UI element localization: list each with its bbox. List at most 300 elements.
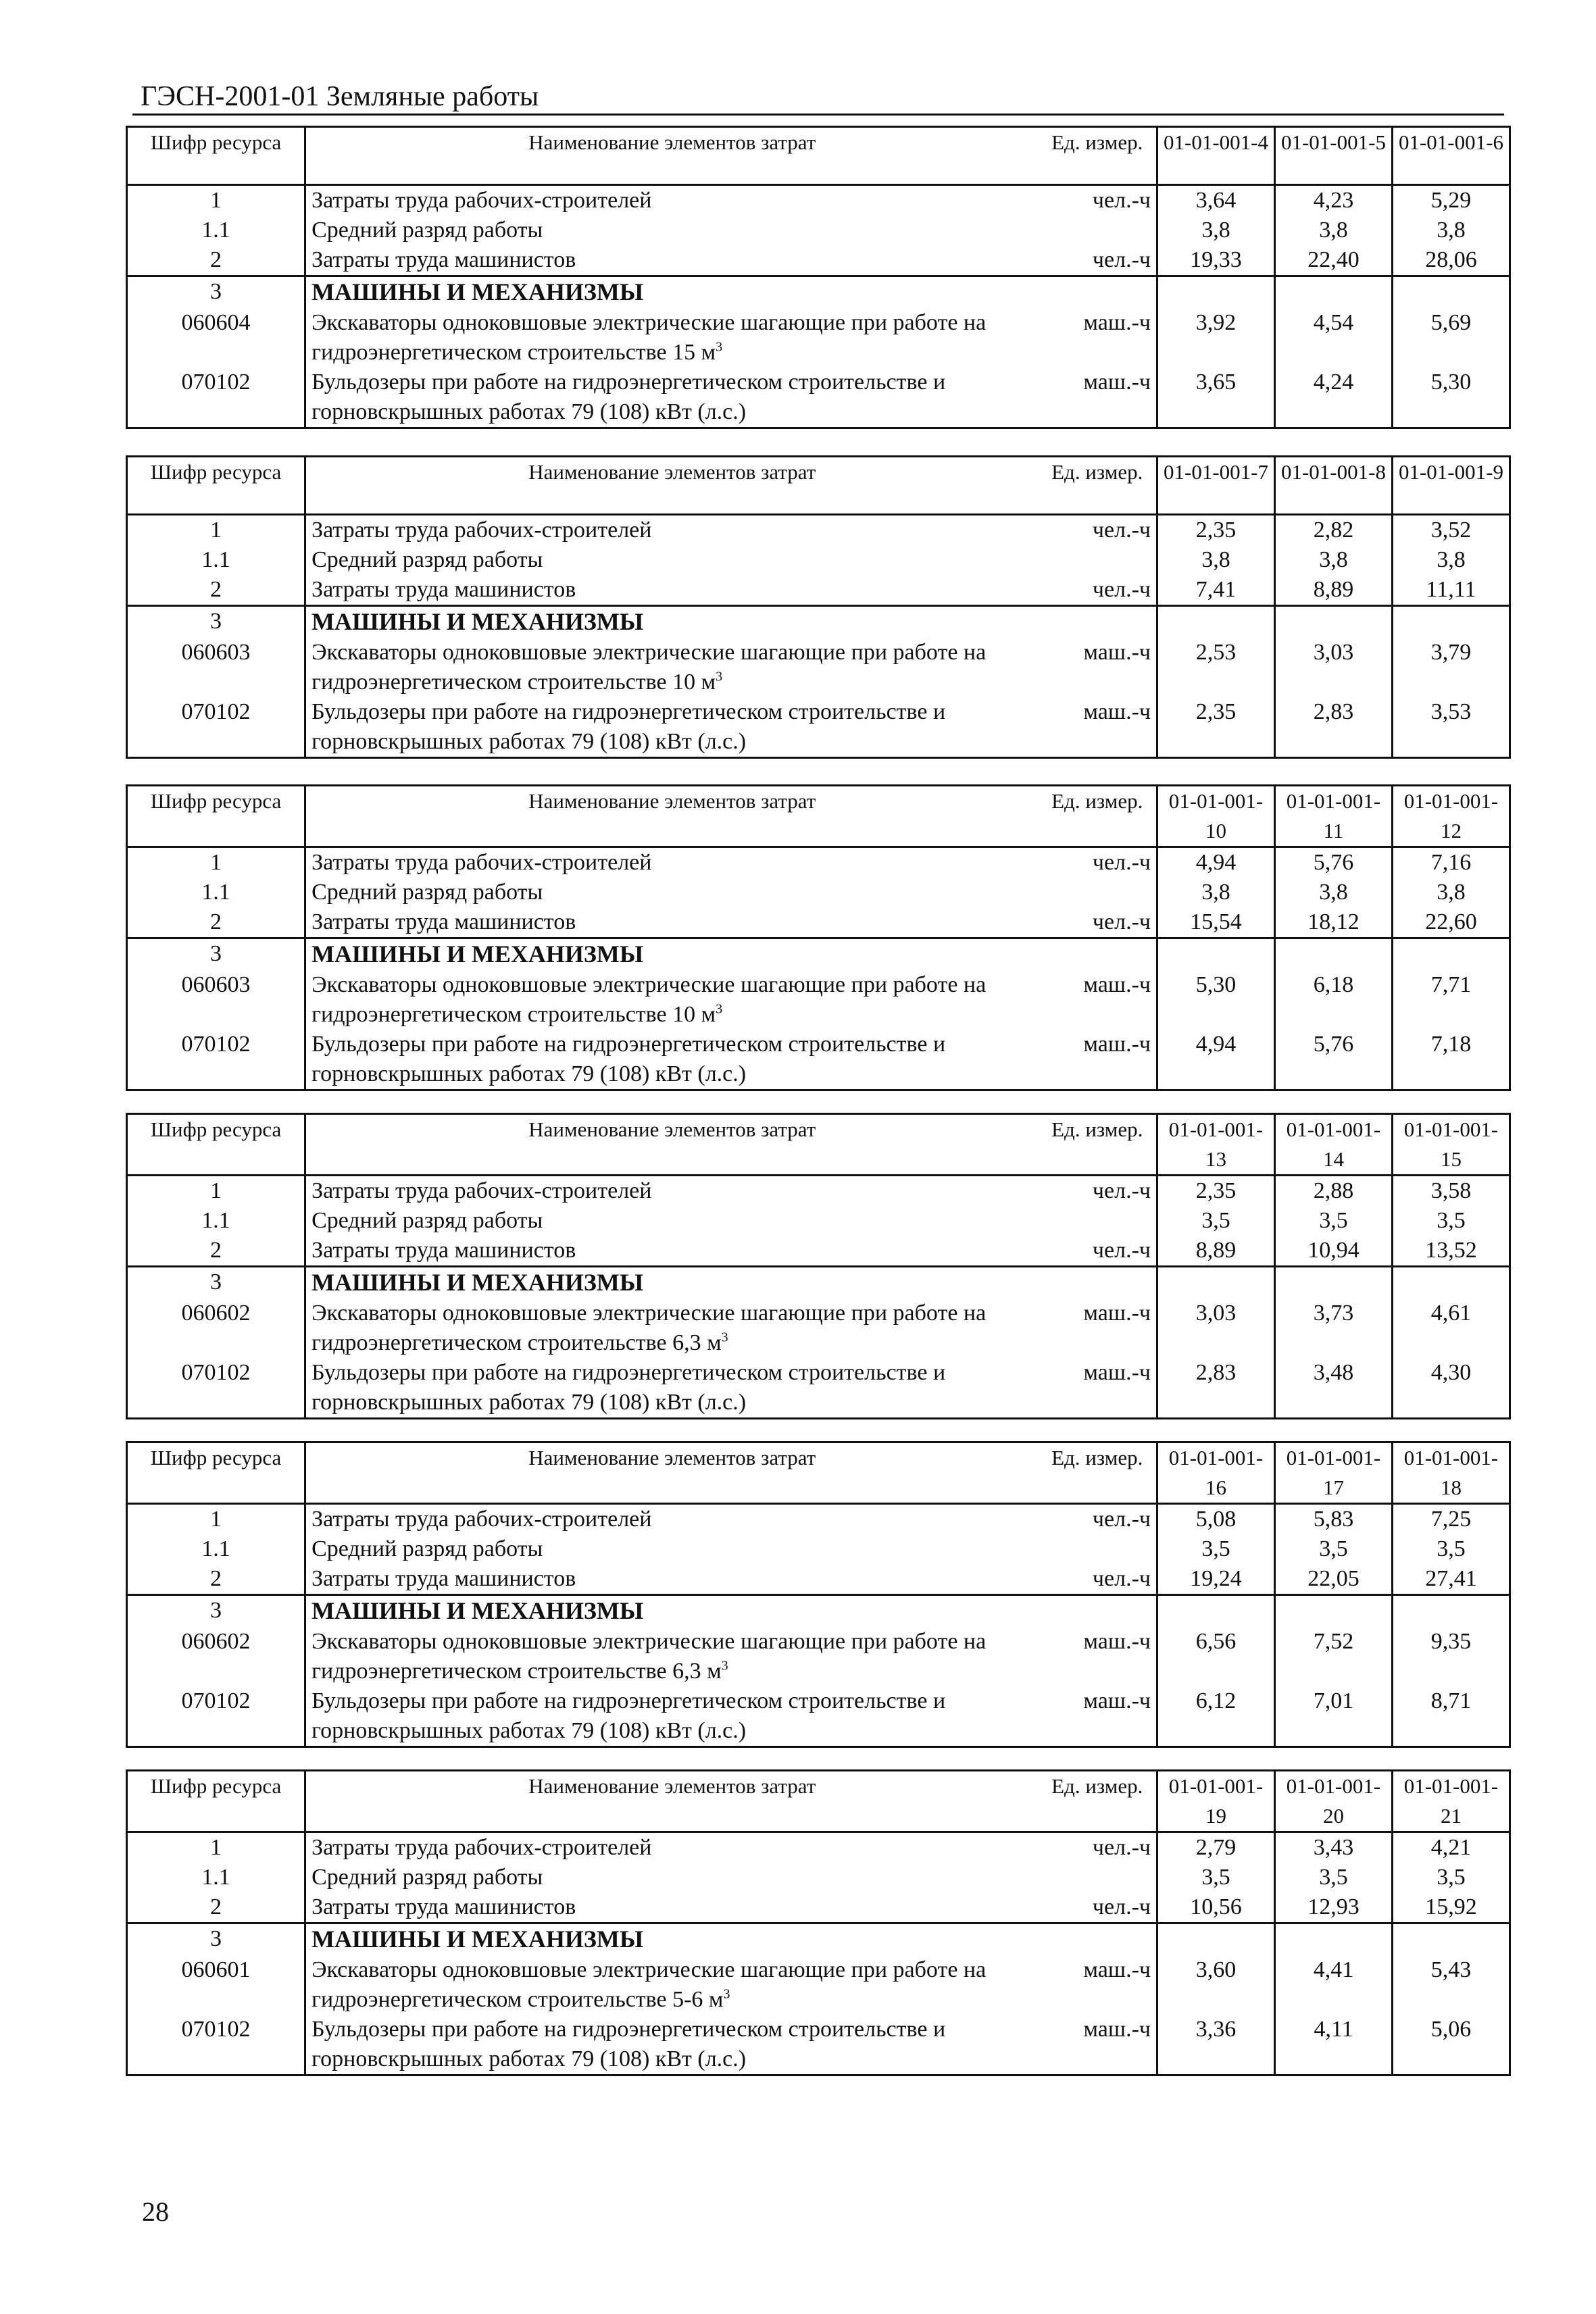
resource-name-text: Бульдозеры при работе на гидроэнергетическом строительстве и горновскрышных работах 79 (108) кВт (л.с.) (311, 1360, 946, 1415)
header-unit-label: Ед. измер. (1038, 786, 1157, 847)
unit-superscript: 3 (716, 339, 723, 355)
cost-value: 5,30 (1392, 368, 1510, 428)
norm-code: 01-01-001-10 (1157, 786, 1275, 847)
header-code-label: Шифр ресурса (127, 1771, 305, 1832)
resource-code: 1.1 (127, 216, 305, 245)
resource-code: 3 (127, 938, 305, 971)
cost-value: 19,24 (1157, 1564, 1275, 1595)
unit-of-measure: чел.-ч (1092, 1178, 1151, 1203)
header-name-label: Наименование элементов затрат (305, 1442, 1039, 1504)
table-row (127, 245, 1510, 276)
cost-value: 13,52 (1392, 1236, 1510, 1267)
resource-name-text: Средний разряд работы (311, 1536, 543, 1561)
header-unit-label: Ед. измер. (1038, 1771, 1157, 1832)
header-row (127, 1771, 1510, 1832)
header-code-label: Шифр ресурса (127, 1442, 305, 1504)
unit-of-measure: чел.-ч (1092, 518, 1151, 543)
resource-name (305, 368, 1039, 428)
unit-of-measure (1038, 1923, 1157, 1956)
header-code-label: Шифр ресурса (127, 457, 305, 515)
cost-value (1392, 1267, 1510, 1299)
cost-value (1274, 1595, 1392, 1628)
resource-name-text: Средний разряд работы (311, 1865, 543, 1890)
cost-value: 4,23 (1274, 185, 1392, 216)
header-unit-label: Ед. измер. (1038, 1442, 1157, 1504)
unit-of-measure: маш.-ч (1083, 972, 1151, 997)
cost-value: 5,08 (1157, 1504, 1275, 1535)
cost-value: 9,35 (1392, 1627, 1510, 1686)
resource-code: 1.1 (127, 545, 305, 575)
resource-name (305, 1595, 1039, 1628)
cost-table (126, 1769, 1511, 2076)
table-row (127, 938, 1510, 971)
resource-name (305, 1358, 1039, 1419)
resource-name (305, 216, 1039, 245)
unit-of-measure: маш.-ч (1083, 310, 1151, 335)
resource-name-text: Затраты труда рабочих-строителей (311, 1178, 652, 1203)
resource-name (305, 1176, 1039, 1207)
cost-value (1274, 276, 1392, 309)
cost-value: 3,64 (1157, 185, 1275, 216)
cost-table (126, 1113, 1511, 1419)
resource-code: 070102 (127, 1358, 305, 1419)
cost-value: 5,06 (1392, 2015, 1510, 2076)
unit-of-measure: маш.-ч (1038, 2015, 1157, 2076)
resource-name (305, 1030, 1039, 1090)
resource-name-text: Затраты труда рабочих-строителей (311, 1507, 652, 1532)
cost-value: 5,30 (1157, 970, 1275, 1030)
unit-of-measure (1038, 545, 1157, 575)
unit-of-measure: чел.-ч (1092, 577, 1151, 602)
unit-superscript: 3 (716, 1001, 723, 1017)
header-name-label: Наименование элементов затрат (305, 1771, 1039, 1832)
unit-of-measure: маш.-ч (1038, 1358, 1157, 1419)
norm-code: 01-01-001-15 (1392, 1114, 1510, 1176)
unit-of-measure: чел.-ч (1092, 188, 1151, 213)
unit-of-measure: чел.-ч (1092, 850, 1151, 875)
cost-value (1157, 938, 1275, 971)
resource-name (305, 1534, 1039, 1564)
unit-of-measure: маш.-ч (1083, 1301, 1151, 1326)
resource-name (305, 606, 1039, 638)
table-row (127, 1030, 1510, 1090)
resource-name-text: Бульдозеры при работе на гидроэнергетическом строительстве и горновскрышных работах 79 (108) кВт (л.с.) (311, 2017, 946, 2071)
resource-code: 070102 (127, 697, 305, 758)
resource-code: 1.1 (127, 878, 305, 907)
resource-code: 060604 (127, 308, 305, 368)
cost-value: 4,41 (1274, 1955, 1392, 2015)
unit-of-measure (1038, 1595, 1157, 1628)
resource-name-text: МАШИНЫ И МЕХАНИЗМЫ (311, 940, 644, 967)
page-number: 28 (142, 2196, 169, 2227)
header-row (127, 1114, 1510, 1176)
cost-value: 28,06 (1392, 245, 1510, 276)
cost-value: 3,8 (1274, 216, 1392, 245)
resource-name (305, 847, 1039, 878)
header-row (127, 1442, 1510, 1504)
header-row (127, 457, 1510, 515)
resource-name-text: Экскаваторы одноковшовые электрические шагающие при работе на гидроэнергетическом строительстве 10 м (311, 640, 987, 695)
table-row (127, 606, 1510, 638)
unit-of-measure (1038, 1863, 1157, 1892)
unit-of-measure (1038, 938, 1157, 971)
cost-value: 7,16 (1392, 847, 1510, 878)
cost-value: 3,5 (1392, 1534, 1510, 1564)
table-row (127, 1176, 1510, 1207)
resource-code: 2 (127, 1564, 305, 1595)
resource-name-text: МАШИНЫ И МЕХАНИЗМЫ (311, 1269, 644, 1296)
table-row (127, 1686, 1510, 1747)
header-row (127, 786, 1510, 847)
resource-name-text: Затраты труда рабочих-строителей (311, 1835, 652, 1860)
cost-value (1157, 1923, 1275, 1956)
cost-value: 2,35 (1157, 515, 1275, 546)
table-row (127, 1358, 1510, 1419)
cost-value: 22,40 (1274, 245, 1392, 276)
norm-code: 01-01-001-4 (1157, 127, 1275, 185)
resource-code: 3 (127, 1923, 305, 1956)
cost-value: 8,71 (1392, 1686, 1510, 1747)
table-row (127, 1299, 1510, 1358)
cost-value (1392, 276, 1510, 309)
unit-superscript: 3 (721, 1658, 728, 1674)
resource-name (305, 2015, 1039, 2076)
resource-code: 2 (127, 1892, 305, 1923)
norm-code: 01-01-001-13 (1157, 1114, 1275, 1176)
resource-name (305, 515, 1039, 546)
resource-code: 3 (127, 1595, 305, 1628)
header-unit-label: Ед. измер. (1038, 457, 1157, 515)
resource-name-text: Затраты труда машинистов (311, 247, 576, 272)
resource-name-text: Экскаваторы одноковшовые электрические шагающие при работе на гидроэнергетическом строительстве 6,3 м (311, 1629, 987, 1684)
table-row (127, 545, 1510, 575)
resource-name-text: МАШИНЫ И МЕХАНИЗМЫ (311, 278, 644, 305)
resource-name (305, 1236, 1039, 1267)
cost-value: 3,8 (1392, 878, 1510, 907)
cost-value: 2,83 (1274, 697, 1392, 758)
cost-value: 5,29 (1392, 185, 1510, 216)
resource-name (305, 1955, 1039, 2015)
cost-value: 5,83 (1274, 1504, 1392, 1535)
cost-value: 2,83 (1157, 1358, 1275, 1419)
resource-name-text: Экскаваторы одноковшовые электрические шагающие при работе на гидроэнергетическом строительстве 10 м (311, 972, 987, 1027)
table-row (127, 1863, 1510, 1892)
cost-value: 3,48 (1274, 1358, 1392, 1419)
cost-value: 2,88 (1274, 1176, 1392, 1207)
resource-name (305, 1299, 1039, 1358)
cost-value: 18,12 (1274, 907, 1392, 938)
table-row (127, 638, 1510, 697)
table-row (127, 970, 1510, 1030)
norm-code: 01-01-001-20 (1274, 1771, 1392, 1832)
cost-value: 4,11 (1274, 2015, 1392, 2076)
cost-value: 12,93 (1274, 1892, 1392, 1923)
table-row (127, 515, 1510, 546)
resource-name (305, 545, 1039, 575)
page-title: ГЭСН-2001-01 Земляные работы (141, 81, 539, 112)
cost-table (126, 126, 1511, 429)
cost-value: 3,52 (1392, 515, 1510, 546)
unit-of-measure: чел.-ч (1092, 1835, 1151, 1860)
resource-name (305, 638, 1039, 697)
cost-value: 19,33 (1157, 245, 1275, 276)
header-unit-label: Ед. измер. (1038, 127, 1157, 185)
cost-value (1274, 606, 1392, 638)
resource-name (305, 1863, 1039, 1892)
resource-code: 1 (127, 1832, 305, 1863)
table-row (127, 1236, 1510, 1267)
table-row (127, 1267, 1510, 1299)
cost-value: 4,94 (1157, 847, 1275, 878)
norm-code: 01-01-001-16 (1157, 1442, 1275, 1504)
resource-code: 1 (127, 1504, 305, 1535)
resource-name-text: МАШИНЫ И МЕХАНИЗМЫ (311, 608, 644, 635)
norm-code: 01-01-001-12 (1392, 786, 1510, 847)
cost-value: 22,60 (1392, 907, 1510, 938)
norm-code: 01-01-001-9 (1392, 457, 1510, 515)
table-row (127, 185, 1510, 216)
cost-value: 3,79 (1392, 638, 1510, 697)
cost-value: 3,65 (1157, 368, 1275, 428)
resource-name-text: Средний разряд работы (311, 218, 543, 243)
cost-value (1392, 938, 1510, 971)
resource-code: 060601 (127, 1955, 305, 2015)
cost-value: 3,73 (1274, 1299, 1392, 1358)
norm-code: 01-01-001-17 (1274, 1442, 1392, 1504)
resource-name-text: Затраты труда машинистов (311, 1238, 576, 1263)
cost-value: 3,8 (1157, 545, 1275, 575)
unit-superscript: 3 (721, 1330, 728, 1345)
table-row (127, 216, 1510, 245)
norm-code: 01-01-001-8 (1274, 457, 1392, 515)
cost-value: 11,11 (1392, 575, 1510, 606)
resource-code: 060603 (127, 638, 305, 697)
cost-value: 4,54 (1274, 308, 1392, 368)
cost-value: 5,76 (1274, 847, 1392, 878)
resource-code: 1.1 (127, 1206, 305, 1236)
header-name-label: Наименование элементов затрат (305, 457, 1039, 515)
resource-name (305, 938, 1039, 971)
cost-value: 6,56 (1157, 1627, 1275, 1686)
table-row (127, 1892, 1510, 1923)
resource-name (305, 878, 1039, 907)
cost-value: 4,21 (1392, 1832, 1510, 1863)
cost-value: 2,35 (1157, 697, 1275, 758)
cost-table (126, 455, 1511, 759)
unit-of-measure (1038, 606, 1157, 638)
cost-value: 3,5 (1157, 1863, 1275, 1892)
resource-code: 060602 (127, 1627, 305, 1686)
cost-value: 3,5 (1157, 1534, 1275, 1564)
resource-name (305, 1504, 1039, 1535)
cost-value (1157, 1267, 1275, 1299)
resource-name (305, 907, 1039, 938)
table-row (127, 1627, 1510, 1686)
cost-value (1392, 1595, 1510, 1628)
resource-code: 2 (127, 1236, 305, 1267)
header-name-label: Наименование элементов затрат (305, 786, 1039, 847)
resource-code: 3 (127, 1267, 305, 1299)
norm-code: 01-01-001-19 (1157, 1771, 1275, 1832)
resource-code: 1 (127, 1176, 305, 1207)
cost-value: 22,05 (1274, 1564, 1392, 1595)
cost-table (126, 1441, 1511, 1748)
cost-value: 5,76 (1274, 1030, 1392, 1090)
unit-of-measure: маш.-ч (1038, 368, 1157, 428)
table-row (127, 308, 1510, 368)
cost-value: 10,56 (1157, 1892, 1275, 1923)
resource-name-text: Затраты труда машинистов (311, 909, 576, 934)
unit-of-measure: маш.-ч (1083, 1629, 1151, 1654)
cost-value: 5,43 (1392, 1955, 1510, 2015)
resource-name (305, 1564, 1039, 1595)
resource-name (305, 1686, 1039, 1747)
cost-value: 7,18 (1392, 1030, 1510, 1090)
resource-name-text: Средний разряд работы (311, 1208, 543, 1233)
cost-value (1392, 606, 1510, 638)
resource-name (305, 245, 1039, 276)
cost-value: 3,8 (1274, 545, 1392, 575)
table-row (127, 2015, 1510, 2076)
cost-value: 3,58 (1392, 1176, 1510, 1207)
resource-name (305, 1627, 1039, 1686)
resource-name-text: МАШИНЫ И МЕХАНИЗМЫ (311, 1597, 644, 1624)
unit-of-measure: чел.-ч (1092, 1894, 1151, 1919)
norm-code: 01-01-001-14 (1274, 1114, 1392, 1176)
resource-name-text: Затраты труда машинистов (311, 1894, 576, 1919)
resource-code: 1.1 (127, 1534, 305, 1564)
unit-of-measure (1038, 216, 1157, 245)
cost-value (1157, 606, 1275, 638)
cost-value: 15,92 (1392, 1892, 1510, 1923)
cost-value: 2,79 (1157, 1832, 1275, 1863)
resource-code: 070102 (127, 1030, 305, 1090)
resource-code: 2 (127, 907, 305, 938)
cost-value: 3,8 (1392, 545, 1510, 575)
table-row (127, 847, 1510, 878)
header-name-label: Наименование элементов затрат (305, 127, 1039, 185)
unit-of-measure: маш.-ч (1038, 1686, 1157, 1747)
resource-code: 1 (127, 515, 305, 546)
cost-value: 6,12 (1157, 1686, 1275, 1747)
cost-value: 4,61 (1392, 1299, 1510, 1358)
resource-name-text: Экскаваторы одноковшовые электрические шагающие при работе на гидроэнергетическом строительстве 6,3 м (311, 1301, 987, 1355)
resource-name (305, 1923, 1039, 1956)
cost-value: 3,8 (1157, 878, 1275, 907)
resource-code: 3 (127, 606, 305, 638)
cost-value: 3,8 (1274, 878, 1392, 907)
cost-value: 4,94 (1157, 1030, 1275, 1090)
resource-name-text: Затраты труда рабочих-строителей (311, 518, 652, 543)
resource-name-text: Экскаваторы одноковшовые электрические шагающие при работе на гидроэнергетическом строительстве 15 м (311, 310, 987, 365)
norm-code: 01-01-001-18 (1392, 1442, 1510, 1504)
cost-value (1274, 1923, 1392, 1956)
table-row (127, 368, 1510, 428)
norm-code: 01-01-001-11 (1274, 786, 1392, 847)
cost-value: 8,89 (1274, 575, 1392, 606)
cost-value: 10,94 (1274, 1236, 1392, 1267)
resource-name-text: Затраты труда рабочих-строителей (311, 188, 652, 213)
resource-name (305, 1267, 1039, 1299)
norm-code: 01-01-001-6 (1392, 127, 1510, 185)
table-row (127, 1923, 1510, 1956)
cost-value: 3,92 (1157, 308, 1275, 368)
table-row (127, 575, 1510, 606)
header-name-label: Наименование элементов затрат (305, 1114, 1039, 1176)
resource-name (305, 185, 1039, 216)
cost-table (126, 784, 1511, 1091)
resource-name-text: Затраты труда машинистов (311, 1566, 576, 1591)
cost-value: 4,24 (1274, 368, 1392, 428)
resource-code: 2 (127, 245, 305, 276)
cost-value (1392, 1923, 1510, 1956)
unit-of-measure: маш.-ч (1083, 1957, 1151, 1982)
cost-value: 3,43 (1274, 1832, 1392, 1863)
cost-value: 7,41 (1157, 575, 1275, 606)
unit-of-measure: чел.-ч (1092, 1238, 1151, 1263)
cost-value: 3,03 (1274, 638, 1392, 697)
resource-code: 060603 (127, 970, 305, 1030)
resource-name-text: Бульдозеры при работе на гидроэнергетическом строительстве и горновскрышных работах 79 (108) кВт (л.с.) (311, 699, 946, 754)
cost-value: 3,5 (1157, 1206, 1275, 1236)
resource-name (305, 697, 1039, 758)
cost-value: 5,69 (1392, 308, 1510, 368)
unit-of-measure: маш.-ч (1038, 1030, 1157, 1090)
unit-of-measure: чел.-ч (1092, 1507, 1151, 1532)
resource-name-text: Затраты труда машинистов (311, 577, 576, 602)
resource-code: 2 (127, 575, 305, 606)
table-row (127, 1595, 1510, 1628)
cost-value (1157, 276, 1275, 309)
unit-of-measure: чел.-ч (1092, 909, 1151, 934)
table-row (127, 697, 1510, 758)
cost-value: 3,5 (1274, 1863, 1392, 1892)
cost-value: 7,25 (1392, 1504, 1510, 1535)
cost-value: 3,60 (1157, 1955, 1275, 2015)
unit-of-measure (1038, 1534, 1157, 1564)
norm-code: 01-01-001-5 (1274, 127, 1392, 185)
table-row (127, 1504, 1510, 1535)
cost-value: 3,03 (1157, 1299, 1275, 1358)
unit-of-measure (1038, 878, 1157, 907)
table-row (127, 907, 1510, 938)
cost-value (1157, 1595, 1275, 1628)
resource-code: 070102 (127, 2015, 305, 2076)
resource-name-text: МАШИНЫ И МЕХАНИЗМЫ (311, 1926, 644, 1953)
table-row (127, 1564, 1510, 1595)
table-row (127, 1832, 1510, 1863)
unit-superscript: 3 (723, 1986, 730, 2002)
resource-code: 1 (127, 847, 305, 878)
resource-name (305, 970, 1039, 1030)
cost-value: 3,5 (1274, 1534, 1392, 1564)
cost-value: 3,8 (1392, 216, 1510, 245)
cost-value: 2,53 (1157, 638, 1275, 697)
table-row (127, 276, 1510, 309)
cost-value (1274, 938, 1392, 971)
cost-value: 3,5 (1274, 1206, 1392, 1236)
unit-of-measure: чел.-ч (1092, 1566, 1151, 1591)
resource-name-text: Бульдозеры при работе на гидроэнергетическом строительстве и горновскрышных работах 79 (108) кВт (л.с.) (311, 1688, 946, 1743)
unit-of-measure (1038, 276, 1157, 309)
unit-superscript: 3 (716, 669, 723, 684)
cost-value: 3,8 (1157, 216, 1275, 245)
unit-of-measure: чел.-ч (1092, 247, 1151, 272)
unit-of-measure (1038, 1267, 1157, 1299)
table-row (127, 878, 1510, 907)
cost-value: 3,36 (1157, 2015, 1275, 2076)
cost-value: 4,30 (1392, 1358, 1510, 1419)
